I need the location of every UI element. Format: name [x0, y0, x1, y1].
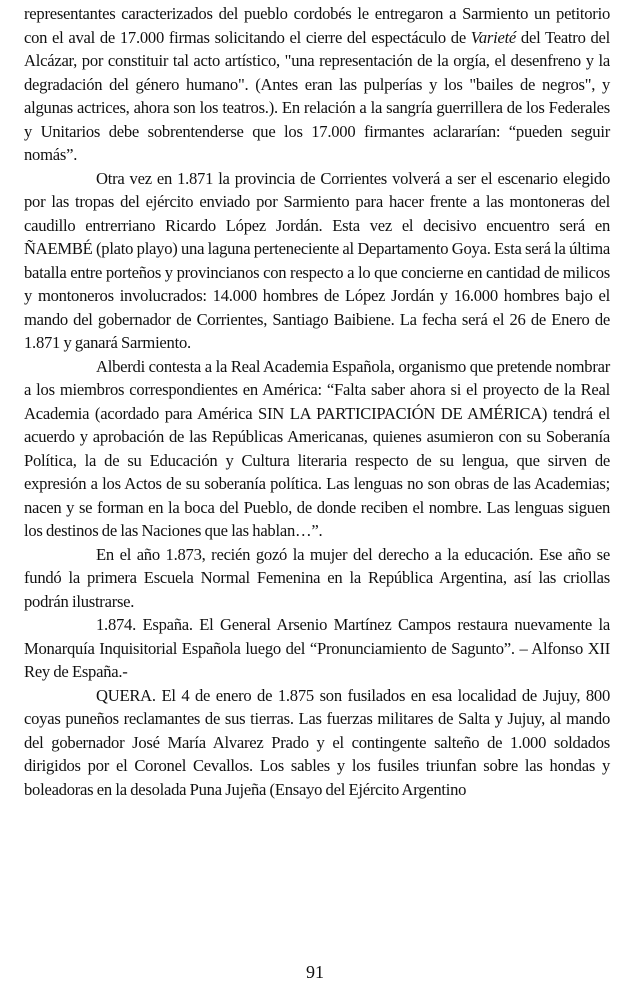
paragraph-education: En el año 1.873, recién gozó la mujer del derecho a la educación. Ese año se fundó la primera Escuela Normal Femenina en la República Argentina, así las criollas podrán ilustrarse. — [24, 544, 610, 611]
paragraph-alberdi: Alberdi contesta a la Real Academia Española, organismo que pretende nombrar a los miembros correspondientes en América: “Falta saber ahora si el proyecto de la Real Academia (acordado para América SIN LA PARTICIPACIÓN DE AMÉRICA) tendrá el acuerdo y aprobación de las Repúblicas Americanas, quienes asumieron con su Soberanía Política, la de su Educación y Cultura literaria respecto de su lengua, que sirven de expresión a los Actos de su soberanía política. Las lenguas no son obras de las Academias; nacen y se forman en la boca del Pueblo, de donde reciben el nombre. Las lenguas siguen los destinos de las Naciones que las hablan…”. — [24, 356, 610, 540]
paragraph-quera: QUERA. El 4 de enero de 1.875 son fusilados en esa localidad de Jujuy, 800 coyas puneños reclamantes de sus tierras. Las fuerzas militares de Salta y Jujuy, al mando del gobernador José María Alvarez Prado y el contingente salteño de 1.000 soldados dirigidos por el Coronel Cevallos. Los sables y los fusiles triunfan sobre las hondas y boleadoras en la desolada Puna Jujeña (Ensayo del Ejército Argentino — [24, 685, 610, 799]
paragraph-1-text-b: del Teatro del Alcázar, por constituir tal acto artístico, "una representación de la orgía, el desenfreno y la degradación del género humano". (Antes eran las pulperías y los "bailes de negros", y algunas actrices, ahora son los teatros.). En relación a la sangría guerrillera de los Federales y Unitarios debe sobrentenderse que los 17.000 firmantes aclararían: “pueden seguir nomás”. — [24, 27, 610, 164]
italic-term: Varieté — [470, 27, 517, 47]
paragraph-continuation — [24, 2, 610, 167]
paragraph-1-text-a: representantes caracterizados del pueblo cordobés le entregaron a Sarmiento un petitorio con el aval de 17.000 firmas solicitando el cierre del espectáculo de — [24, 4, 610, 47]
page-number: 91 — [306, 962, 324, 982]
paragraph-spain: 1.874. España. El General Arsenio Martínez Campos restaura nuevamente la Monarquía Inquisitorial Española luego del “Pronunciamiento de Sagunto”. – Alfonso XII Rey de España.- — [24, 615, 610, 681]
paragraph-naembe: Otra vez en 1.871 la provincia de Corrientes volverá a ser el escenario elegido por las tropas del ejército enviado por Sarmiento para hacer frente a las montoneras del caudillo entrerriano Ricardo López Jordán. Esta vez el decisivo encuentro será en ÑAEMBÉ (plato playo) una laguna perteneciente al Departamento Goya. Esta será la última batalla entre porteños y provincianos con respecto a lo que concierne en cantidad de milicos y montoneros involucrados: 14.000 hombres de López Jordán y 16.000 hombres bajo el mando del gobernador de Corrientes, Santiago Baibiene. La fecha será el 26 de Enero de 1.871 y ganará Sarmiento. — [24, 168, 610, 352]
document-page — [24, 0, 610, 801]
